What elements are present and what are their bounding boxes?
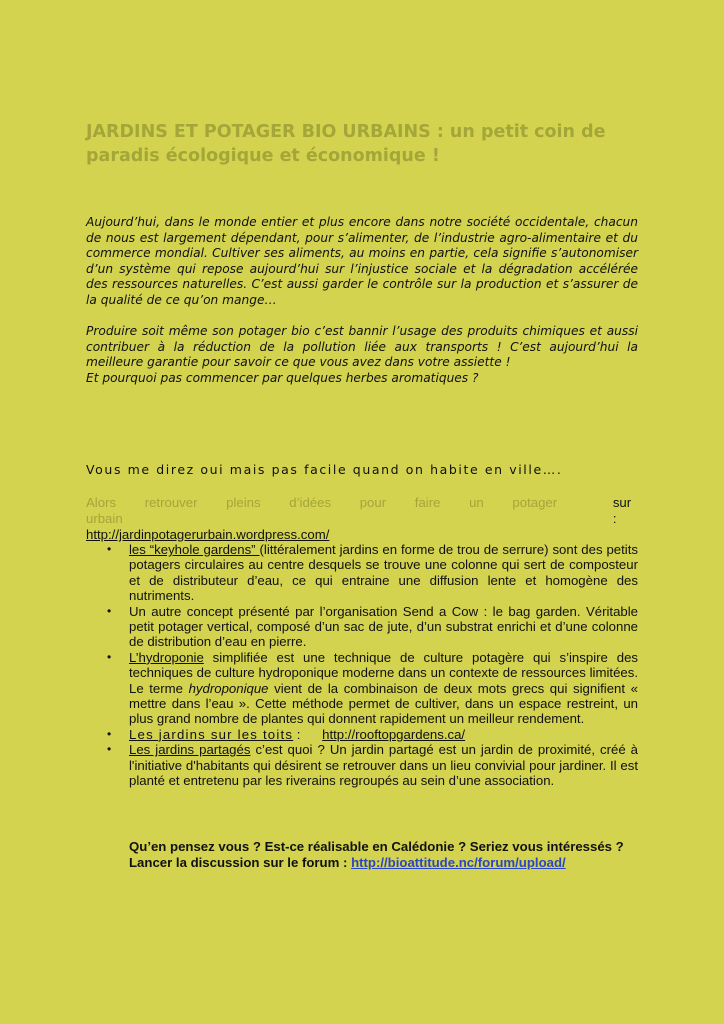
rooftop-gardens-link[interactable]: http://rooftopgardens.ca/: [322, 726, 466, 742]
keyhole-gardens-text: (littéralement jardins en forme de trou de serrure) sont des petits potagers circulaires au centre desquels se trouve une colonne qui sert de composteur et de distributeur d’eau, ce qui entraine une diffusion lente et homogène des nutriments.: [129, 542, 638, 604]
list-item: [86, 727, 638, 742]
teaser-text: Vous me direz oui mais pas facile quand on habite en ville….: [86, 462, 563, 477]
closing-question: Qu’en pensez vous ? Est-ce réalisable en Calédonie ? Seriez vous intéressés ?: [129, 839, 624, 854]
list-item: [86, 742, 638, 788]
closing-invite: Lancer la discussion sur le forum :: [129, 854, 352, 870]
hydroponie-term: hydroponique: [188, 680, 269, 696]
intro-paragraph: Aujourd’hui, dans le monde entier et plus encore dans notre société occidentale, chacun de nous est largement dépendant, pour s’alimenter, de l’industrie agro-alimentaire et du commerce mondial. Cultiver ses aliments, au moins en partie, cela signifie s’autonomiser d’un système qui repose aujourd’hui sur l’injustice sociale et la dégradation accélérée des ressources naturelles. C’est aussi garder le contrôle sur la production et s’assurer de la qualité de ce qu’on mange…: [86, 215, 638, 307]
keyhole-gardens-label: les “keyhole gardens”: [129, 542, 260, 557]
list-item: [86, 542, 638, 604]
page-title: JARDINS ET POTAGER BIO URBAINS : un petit coin de paradis écologique et économique !: [86, 121, 606, 166]
closing-paragraph: [129, 839, 638, 870]
bullet-icon: •: [107, 649, 112, 664]
hydroponie-label: L’hydroponie: [129, 649, 204, 665]
resource-link[interactable]: http://jardinpotagerurbain.wordpress.com/: [86, 527, 330, 542]
intro-text: Et pourquoi pas commencer par quelques herbes aromatiques ?: [86, 370, 479, 385]
rooftop-gardens-label: Les jardins sur les toits: [129, 726, 294, 742]
resource-paragraph: [86, 495, 638, 543]
list-item: [86, 604, 638, 650]
bullet-icon: •: [107, 742, 112, 757]
intro-paragraph: [86, 324, 638, 386]
resource-lead: Alors retrouver pleins d’idées pour faire un potager urbain: [86, 495, 558, 526]
hydroponie-text: vient de la combinaison de deux mots grecs qui signifient « mettre dans l’eau ». Cette méthode permet de cultiver, dans un espace restreint, un plus grand nombre de plantes qui donnent rapidement un meilleur rendement.: [129, 680, 638, 727]
bullet-icon: •: [107, 726, 112, 741]
list-item: [86, 650, 638, 727]
bullet-icon: •: [107, 603, 112, 618]
shared-gardens-text: c’est quoi ? Un jardin partagé est un jardin de proximité, créé à l'initiative d'habitants qui désirent se retrouver dans un lieu convivial pour jardiner. Il est planté et entretenu par les riverains regroupés au sein d’une association.: [129, 742, 638, 789]
intro-section: [86, 215, 638, 387]
forum-link[interactable]: http://bioattitude.nc/forum/upload/: [351, 854, 566, 870]
bullet-icon: •: [107, 542, 112, 556]
ideas-list: [86, 542, 638, 789]
rooftop-gardens-sep: :: [293, 726, 301, 742]
shared-gardens-label: Les jardins partagés: [129, 742, 251, 758]
intro-text: Produire soit même son potager bio c’est bannir l’usage des produits chimiques et aussi contribuer à la réduction de la pollution liée aux transports ! C’est aujourd’hui la meilleure garantie pour savoir ce que vous avez dans votre assiette !: [86, 324, 638, 370]
hydroponie-text: simplifiée est une technique de culture potagère qui s’inspire des techniques de culture hydroponique moderne dans un contexte de ressources limitées. Le terme: [129, 649, 638, 696]
bag-garden-text: Un autre concept présenté par l’organisation Send a Cow : le bag garden. Véritable petit potager vertical, composé d’un sac de jute, d’un substrat enrichi et d’une colonne de distribution d’eau en pierre.: [129, 603, 638, 650]
resource-suffix: sur :: [612, 495, 632, 526]
